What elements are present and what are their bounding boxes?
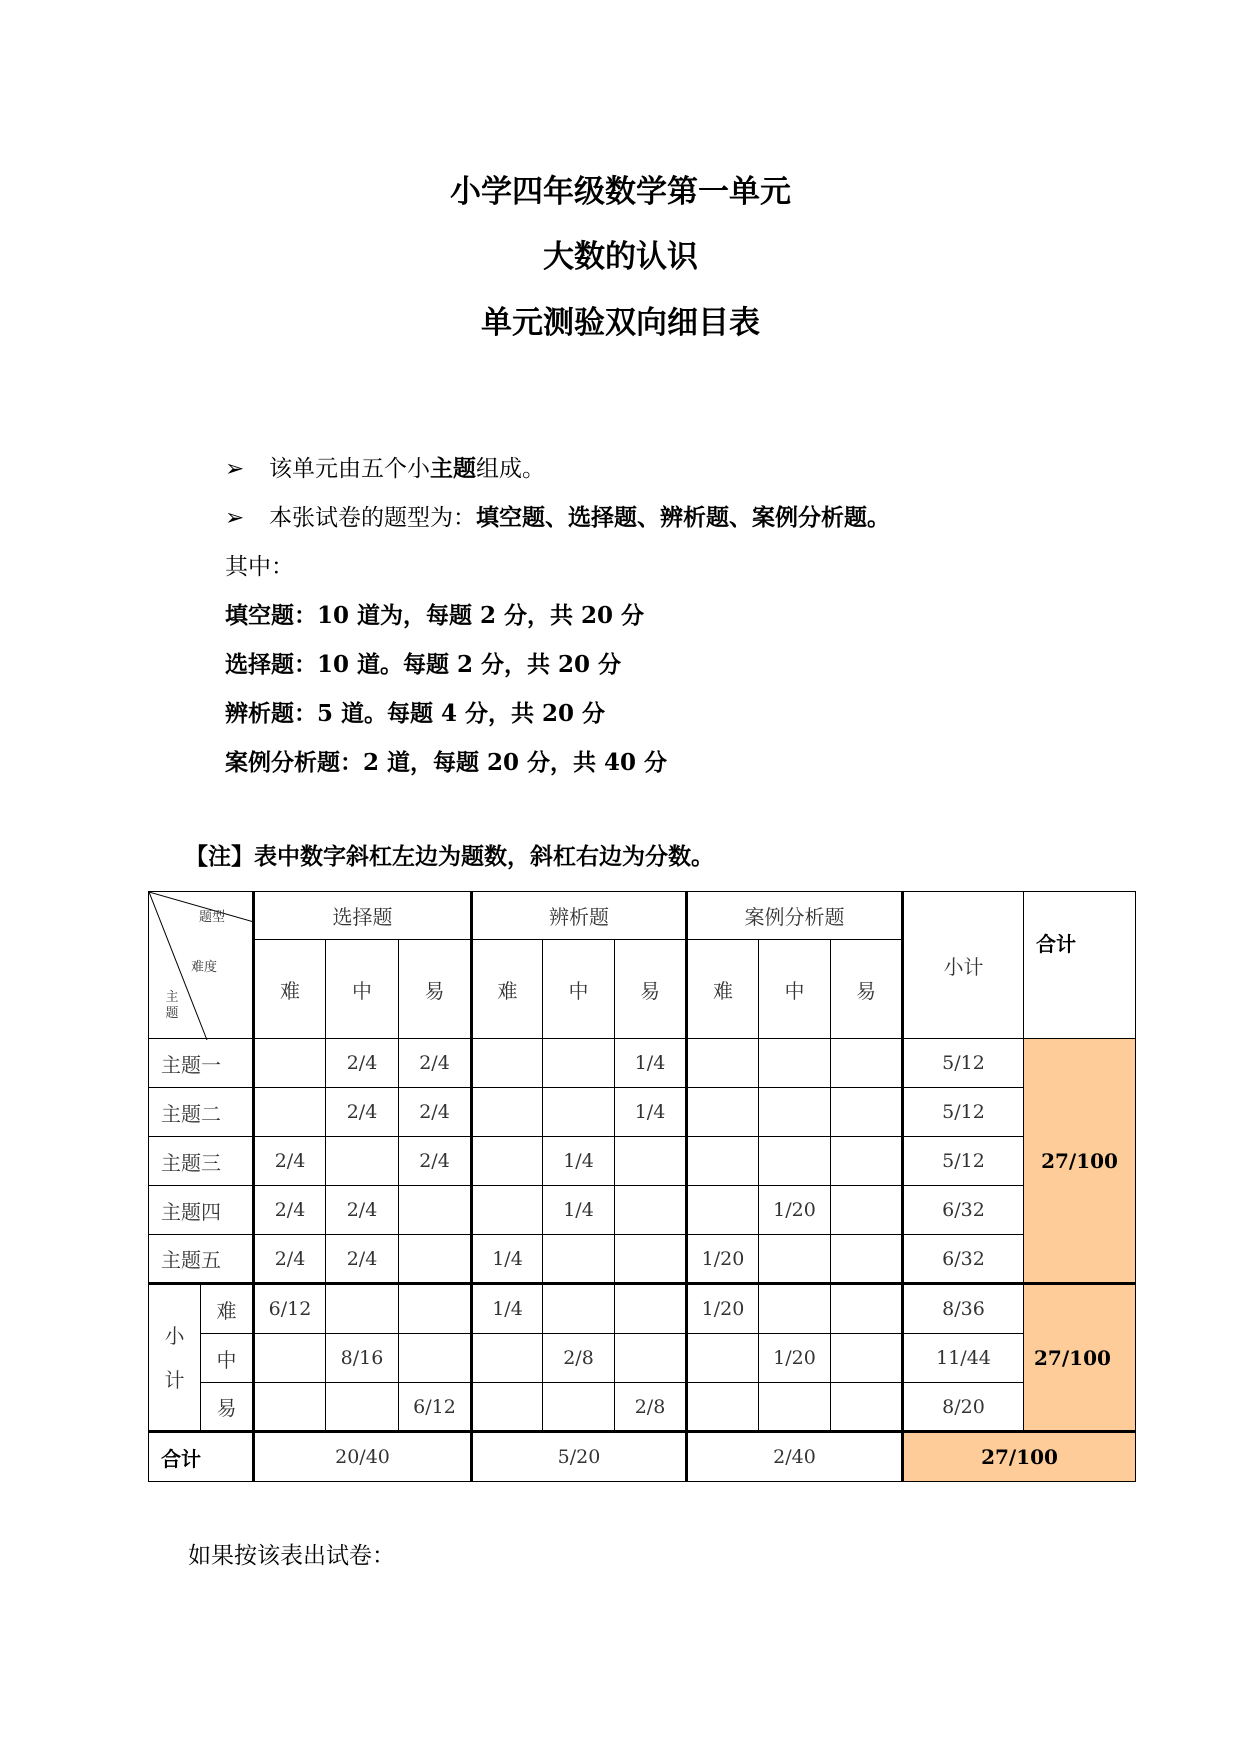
table-row	[149, 1186, 1136, 1235]
table-cell: 1/20	[687, 1235, 759, 1284]
bullet-1-text: 该单元由五个小	[269, 456, 430, 482]
detail-fill: 填空题：10 道为，每题 2 分，共 20 分	[225, 602, 645, 629]
table-cell	[399, 1334, 472, 1383]
table-cell	[399, 1186, 472, 1235]
bullet-1	[225, 450, 545, 483]
table-cell	[831, 1088, 903, 1137]
row-label: 主题五	[149, 1235, 254, 1284]
table-cell	[831, 1284, 903, 1334]
bullet-2-text: 本张试卷的题型为：	[269, 505, 476, 531]
table-cell	[615, 1186, 687, 1235]
table-cell	[615, 1137, 687, 1186]
table-cell	[831, 1186, 903, 1235]
row-label: 主题一	[149, 1039, 254, 1088]
detail-judge: 辨析题：5 道。每题 4 分，共 20 分	[225, 700, 606, 727]
title-line-2: 大数的认识	[543, 239, 698, 275]
detail-case: 案例分析题：2 道，每题 20 分，共 40 分	[225, 749, 668, 776]
table-cell	[759, 1383, 831, 1432]
table-cell	[543, 1088, 615, 1137]
corner-theme-label: 主题	[165, 990, 179, 1021]
level-header: 中	[326, 940, 399, 1039]
title-line-1: 小学四年级数学第一单元	[450, 174, 791, 210]
bullet-2	[225, 499, 890, 532]
level-header: 难	[687, 940, 759, 1039]
table-cell	[472, 1137, 543, 1186]
subtotal-cell: 5/12	[903, 1088, 1024, 1137]
level-label: 易	[201, 1383, 254, 1432]
subtotal-header: 小计	[903, 892, 1024, 1039]
table-cell: 1/4	[472, 1235, 543, 1284]
row-label: 主题四	[149, 1186, 254, 1235]
table-cell	[472, 1334, 543, 1383]
table-cell	[472, 1383, 543, 1432]
table-cell: 1/4	[615, 1088, 687, 1137]
subtotal-cell: 8/36	[903, 1284, 1024, 1334]
table-cell: 2/4	[399, 1088, 472, 1137]
bullet-1-bold: 主题	[430, 455, 476, 482]
bullet-2-bold: 填空题、选择题、辨析题、案例分析题。	[476, 504, 890, 531]
table-cell	[254, 1088, 326, 1137]
header-corner	[149, 892, 254, 1039]
table-cell	[831, 1137, 903, 1186]
table-cell: 6/12	[399, 1383, 472, 1432]
table-cell	[687, 1137, 759, 1186]
group-total-cell: 20/40	[254, 1432, 472, 1482]
table-cell	[543, 1284, 615, 1334]
theme-total-cell: 27/100	[1024, 1039, 1136, 1284]
table-cell	[543, 1039, 615, 1088]
table-cell	[687, 1039, 759, 1088]
table-cell	[687, 1186, 759, 1235]
table-note: 【注】表中数字斜杠左边为题数，斜杠右边为分数。	[185, 844, 714, 870]
table-cell: 2/8	[543, 1334, 615, 1383]
arrow-bullet-icon: ➢	[225, 456, 245, 482]
table-cell: 8/16	[326, 1334, 399, 1383]
subtotal-cell: 11/44	[903, 1334, 1024, 1383]
subtotal-cell: 6/32	[903, 1186, 1024, 1235]
level-label: 中	[201, 1334, 254, 1383]
table-row	[149, 1039, 1136, 1088]
subtotal-cell: 5/12	[903, 1039, 1024, 1088]
subtotal-cell: 5/12	[903, 1137, 1024, 1186]
group-total-cell: 5/20	[472, 1432, 687, 1482]
table-cell	[254, 1383, 326, 1432]
table-cell	[472, 1039, 543, 1088]
corner-difficulty-label: 难度	[191, 960, 218, 975]
table-cell	[472, 1088, 543, 1137]
level-label: 难	[201, 1284, 254, 1334]
table-cell	[399, 1284, 472, 1334]
level-header: 中	[759, 940, 831, 1039]
table-cell: 1/4	[472, 1284, 543, 1334]
subtotal-char-1: 小	[164, 1323, 185, 1348]
row-label: 主题二	[149, 1088, 254, 1137]
table-cell	[687, 1088, 759, 1137]
level-header: 易	[399, 940, 472, 1039]
table-cell	[615, 1284, 687, 1334]
table-cell	[326, 1137, 399, 1186]
group-header-case: 案例分析题	[687, 892, 903, 940]
table-row	[149, 1235, 1136, 1284]
table-cell	[831, 1334, 903, 1383]
table-cell	[759, 1284, 831, 1334]
table-cell: 1/4	[543, 1137, 615, 1186]
detail-choice: 选择题：10 道。每题 2 分，共 20 分	[225, 651, 622, 678]
total-row-label: 合计	[149, 1432, 254, 1482]
table-cell	[543, 1235, 615, 1284]
corner-type-label: 题型	[199, 910, 226, 925]
table-cell	[326, 1383, 399, 1432]
table-cell	[759, 1039, 831, 1088]
table-cell: 2/4	[399, 1137, 472, 1186]
table-cell	[326, 1284, 399, 1334]
table-cell: 2/8	[615, 1383, 687, 1432]
table-cell	[759, 1137, 831, 1186]
table-cell: 1/20	[759, 1186, 831, 1235]
table-cell: 1/20	[759, 1334, 831, 1383]
table-row	[149, 1284, 1136, 1334]
table-cell	[615, 1334, 687, 1383]
table-cell	[831, 1235, 903, 1284]
footer-text: 如果按该表出试卷：	[188, 1543, 395, 1569]
subtotal-cell: 6/32	[903, 1235, 1024, 1284]
table-cell	[615, 1235, 687, 1284]
table-cell: 2/4	[326, 1186, 399, 1235]
table-cell: 6/12	[254, 1284, 326, 1334]
level-header: 难	[472, 940, 543, 1039]
table-cell	[687, 1383, 759, 1432]
subtotal-cell: 8/20	[903, 1383, 1024, 1432]
table-cell: 2/4	[254, 1186, 326, 1235]
group-header-judge: 辨析题	[472, 892, 687, 940]
table-cell: 1/4	[615, 1039, 687, 1088]
level-header: 中	[543, 940, 615, 1039]
table-cell: 2/4	[326, 1235, 399, 1284]
table-cell	[831, 1039, 903, 1088]
table-row	[149, 1088, 1136, 1137]
level-header: 易	[615, 940, 687, 1039]
arrow-bullet-icon: ➢	[225, 505, 245, 531]
table-cell: 2/4	[326, 1088, 399, 1137]
bullet-1-tail: 组成。	[476, 456, 545, 482]
table-row	[149, 1383, 1136, 1432]
table-row	[149, 1334, 1136, 1383]
table-row	[149, 1432, 1136, 1482]
table-cell: 2/4	[326, 1039, 399, 1088]
level-header: 难	[254, 940, 326, 1039]
table-cell	[472, 1186, 543, 1235]
level-header: 易	[831, 940, 903, 1039]
table-cell	[254, 1334, 326, 1383]
title-line-3: 单元测验双向细目表	[481, 305, 760, 341]
total-header: 合计	[1024, 892, 1136, 1039]
table-row	[149, 1137, 1136, 1186]
table-cell	[399, 1235, 472, 1284]
subtotal-char-2: 计	[164, 1367, 185, 1392]
table-cell: 2/4	[399, 1039, 472, 1088]
group-header-choice: 选择题	[254, 892, 472, 940]
row-label: 主题三	[149, 1137, 254, 1186]
grand-total-cell: 27/100	[903, 1432, 1136, 1482]
table-cell	[543, 1383, 615, 1432]
subtotal-group-label	[149, 1284, 201, 1432]
table-cell: 1/20	[687, 1284, 759, 1334]
level-total-cell: 27/100	[1024, 1284, 1136, 1432]
table-cell	[254, 1039, 326, 1088]
spec-table	[148, 891, 1136, 1482]
group-total-cell: 2/40	[687, 1432, 903, 1482]
table-cell: 1/4	[543, 1186, 615, 1235]
among-label: 其中：	[225, 554, 294, 580]
table-cell	[831, 1383, 903, 1432]
table-cell	[759, 1235, 831, 1284]
table-cell	[759, 1088, 831, 1137]
table-cell: 2/4	[254, 1235, 326, 1284]
table-cell	[687, 1334, 759, 1383]
table-cell: 2/4	[254, 1137, 326, 1186]
